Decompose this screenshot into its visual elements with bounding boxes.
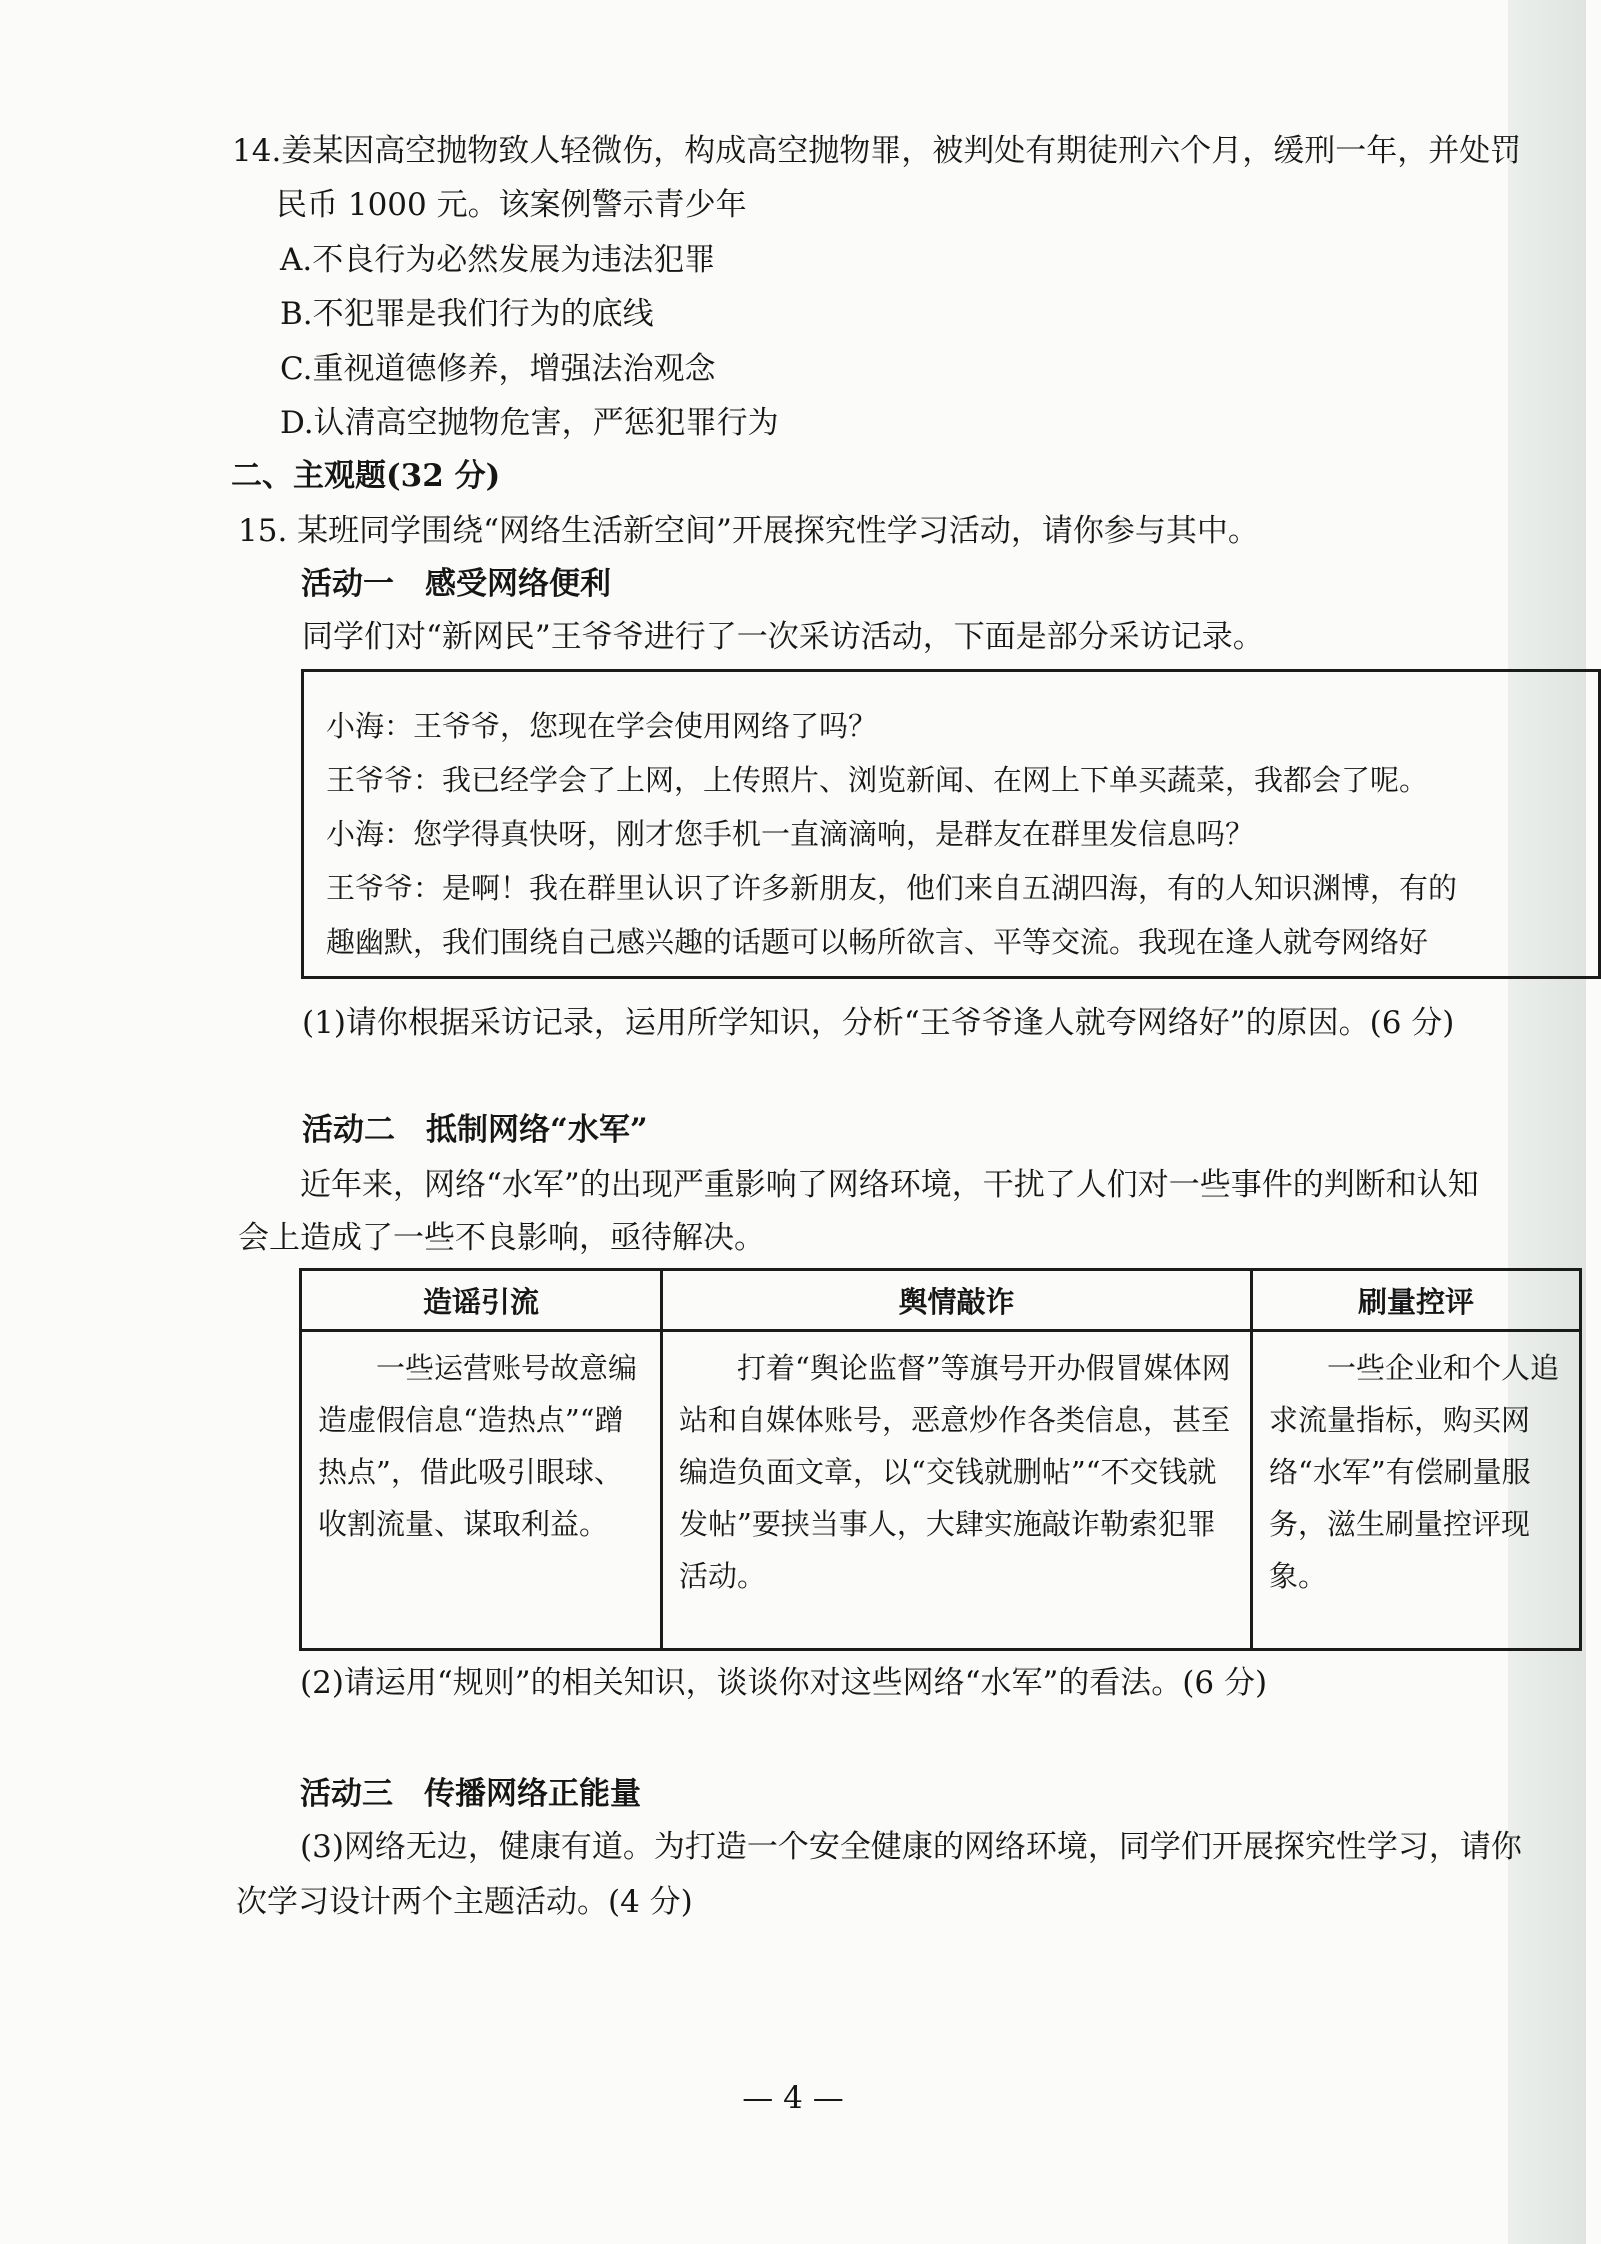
table-header-extortion: 舆情敲诈 — [662, 1270, 1252, 1331]
q14-option-b: B.不犯罪是我们行为的底线 — [280, 296, 654, 332]
table-cell — [1252, 1331, 1581, 1650]
cell-text-rumor: 一些运营账号故意编造虚假信息“造热点”“蹭热点”，借此吸引眼球、收割流量、谋取利益。 — [318, 1351, 638, 1541]
q14-option-a: A.不良行为必然发展为违法犯罪 — [280, 242, 716, 278]
activity1-title: 活动一 感受网络便利 — [301, 566, 611, 602]
q14-stem-line1: 14.姜某因高空抛物致人轻微伤，构成高空抛物罪，被判处有期徒刑六个月，缓刑一年，并处罚 — [232, 133, 1522, 169]
table-cell — [301, 1331, 662, 1650]
question-1: (1)请你根据采访记录，运用所学知识，分析“王爷爷逢人就夸网络好”的原因。(6 分) — [302, 1005, 1455, 1041]
interview-line: 小海：王爷爷，您现在学会使用网络了吗？ — [326, 709, 878, 743]
q14-option-d: D.认清高空抛物危害，严惩犯罪行为 — [280, 405, 779, 441]
activity3-title: 活动三 传播网络正能量 — [300, 1776, 641, 1812]
table-row — [301, 1331, 1581, 1650]
activity2-title: 活动二 抵制网络“水军” — [302, 1112, 648, 1148]
table-header-rumor: 造谣引流 — [301, 1270, 662, 1331]
q14-stem-line2: 民币 1000 元。该案例警示青少年 — [276, 187, 747, 223]
interview-line: 王爷爷：我已经学会了上网，上传照片、浏览新闻、在网上下单买蔬菜，我都会了呢。 — [326, 763, 1429, 797]
interview-record-box — [301, 669, 1601, 979]
table-cell — [662, 1331, 1252, 1650]
activity2-intro-line1: 近年来，网络“水军”的出现严重影响了网络环境，干扰了人们对一些事件的判断和认知 — [300, 1167, 1479, 1203]
network-water-army-table — [299, 1268, 1582, 1651]
q15-stem: 15. 某班同学围绕“网络生活新空间”开展探究性学习活动，请你参与其中。 — [238, 513, 1259, 549]
activity2-intro-line2: 会上造成了一些不良影响，亟待解决。 — [238, 1220, 765, 1256]
scan-edge-shadow — [1508, 0, 1586, 2244]
interview-line: 小海：您学得真快呀，刚才您手机一直滴滴响，是群友在群里发信息吗？ — [326, 817, 1255, 851]
question-2: (2)请运用“规则”的相关知识，谈谈你对这些网络“水军”的看法。(6 分) — [300, 1665, 1268, 1701]
q14-option-c: C.重视道德修养，增强法治观念 — [280, 351, 716, 387]
cell-text-traffic-control: 一些企业和个人追求流量指标，购买网络“水军”有偿刷量服务，滋生刷量控评现象。 — [1269, 1351, 1560, 1593]
section2-title: 二、主观题(32 分) — [231, 458, 501, 494]
interview-line: 王爷爷：是啊！我在群里认识了许多新朋友，他们来自五湖四海，有的人知识渊博，有的 — [326, 871, 1458, 905]
cell-text-extortion: 打着“舆论监督”等旗号开办假冒媒体网站和自媒体账号，恶意炒作各类信息，甚至编造负面文章，以“交钱就删帖”“不交钱就发帖”要挟当事人，大肆实施敲诈勒索犯罪活动。 — [679, 1351, 1231, 1593]
activity1-intro: 同学们对“新网民”王爷爷进行了一次采访活动，下面是部分采访记录。 — [302, 619, 1264, 655]
question-3-line2: 次学习设计两个主题活动。(4 分) — [236, 1884, 693, 1920]
page-number: — 4 — — [742, 2080, 844, 2116]
question-3-line1: (3)网络无边，健康有道。为打造一个安全健康的网络环境，同学们开展探究性学习，请你 — [300, 1829, 1522, 1865]
table-header-traffic-control: 刷量控评 — [1252, 1270, 1581, 1331]
table-header-row — [301, 1270, 1581, 1331]
interview-line: 趣幽默，我们围绕自己感兴趣的话题可以畅所欲言、平等交流。我现在逢人就夸网络好 — [326, 925, 1429, 959]
